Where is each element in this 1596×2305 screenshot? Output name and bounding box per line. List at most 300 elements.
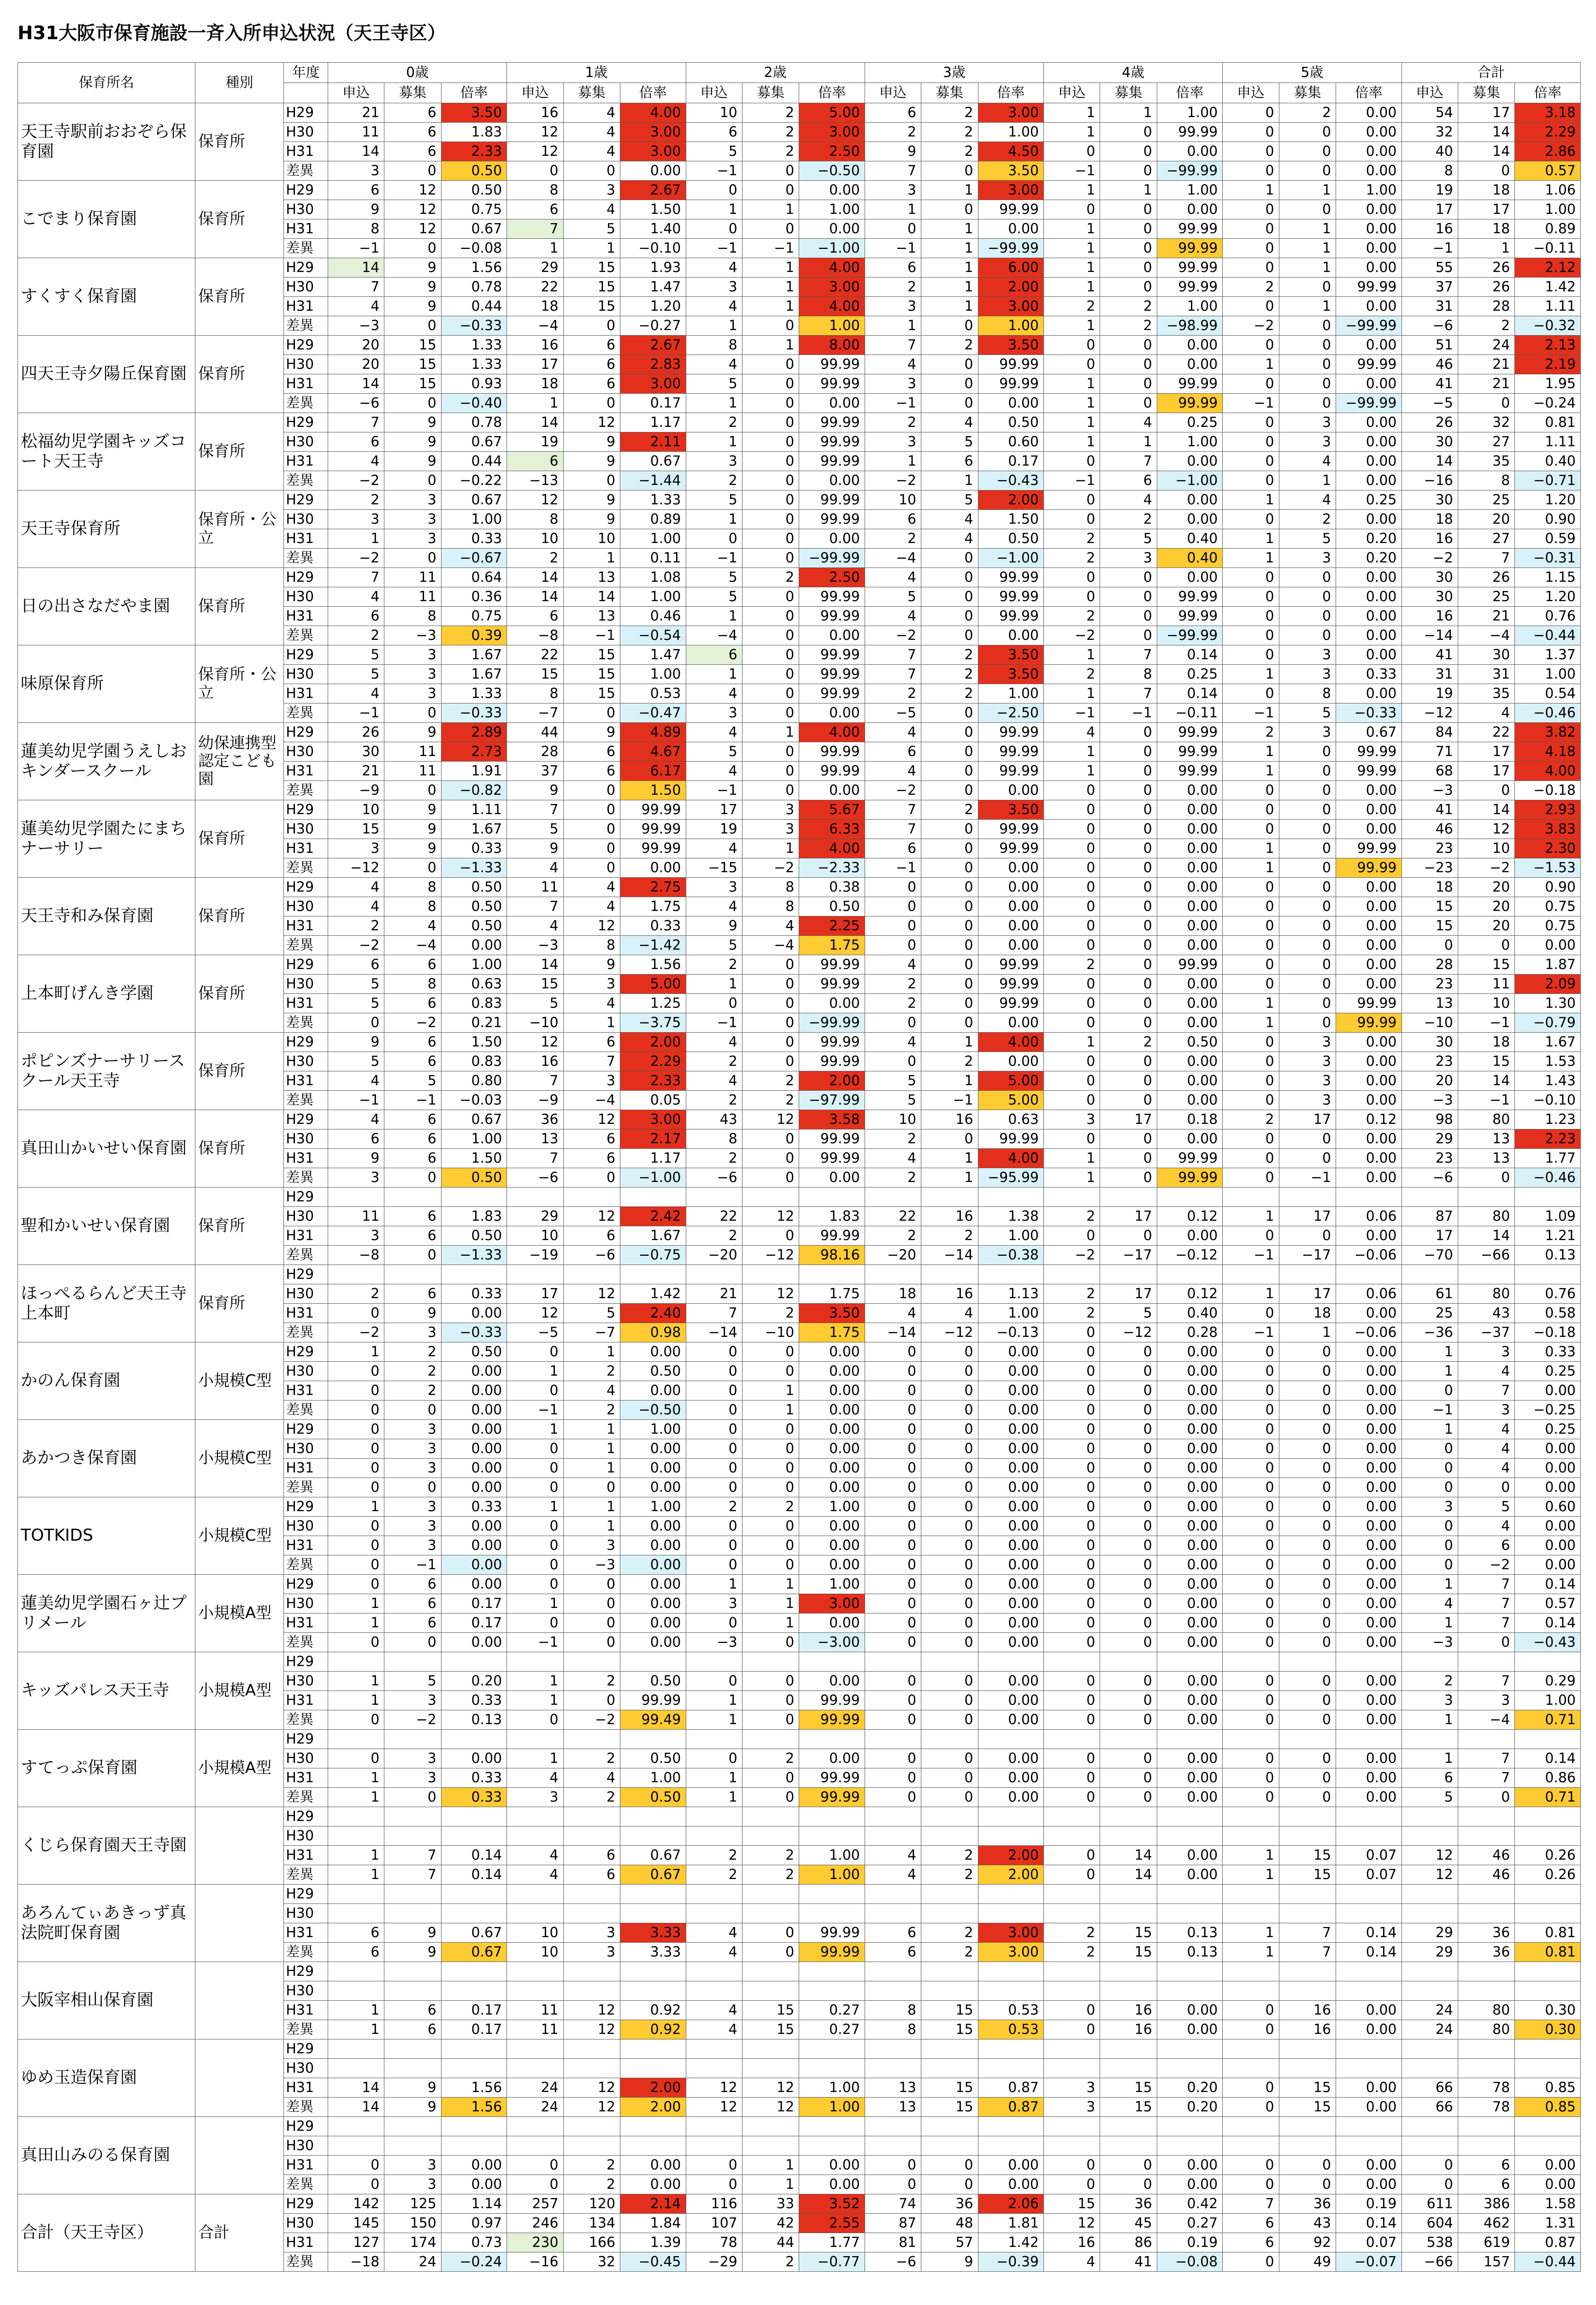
value-cell: 15 <box>563 297 620 316</box>
value-cell: 4 <box>742 916 799 936</box>
value-cell: −2 <box>742 858 799 878</box>
value-cell: 15 <box>1402 916 1458 936</box>
value-cell: 6 <box>921 452 978 471</box>
value-cell: 3 <box>384 1517 441 1536</box>
value-cell: 0 <box>1044 355 1100 374</box>
value-cell: 0.00 <box>441 1304 506 1323</box>
value-cell: 0 <box>1223 2098 1279 2117</box>
value-cell: 0.00 <box>1336 1052 1402 1071</box>
value-cell: 0 <box>1044 878 1100 897</box>
value-cell: 0.00 <box>1336 1129 1402 1149</box>
value-cell: 0 <box>1100 1555 1157 1575</box>
value-cell: 99.99 <box>799 742 865 762</box>
value-cell: 0.00 <box>620 1381 686 1401</box>
value-cell: 0.00 <box>799 471 865 491</box>
value-cell <box>1223 1826 1279 1846</box>
value-cell: 0.05 <box>620 1091 686 1110</box>
value-cell: 4 <box>328 1110 384 1129</box>
value-cell: 4 <box>563 200 620 219</box>
value-cell: 16 <box>921 1284 978 1304</box>
year-cell: 差異 <box>284 1401 328 1420</box>
value-cell: 12 <box>742 2078 799 2098</box>
year-cell: 差異 <box>284 471 328 491</box>
value-cell: 0 <box>921 607 978 626</box>
year-cell: H30 <box>284 1904 328 1923</box>
value-cell: 6 <box>686 645 742 665</box>
year-cell: H29 <box>284 800 328 820</box>
value-cell: 1 <box>563 1459 620 1478</box>
value-cell: 15 <box>563 665 620 684</box>
value-cell: 0 <box>686 2175 742 2194</box>
value-cell <box>1100 1265 1157 1284</box>
value-cell <box>865 1188 921 1207</box>
value-cell: 9 <box>384 297 441 316</box>
value-cell: 0 <box>742 1420 799 1439</box>
value-cell: 18 <box>1458 1033 1514 1052</box>
year-cell: H29 <box>284 1420 328 1439</box>
value-cell: 4 <box>921 510 978 529</box>
value-cell <box>1044 2059 1100 2078</box>
value-cell: 1.00 <box>978 1304 1043 1323</box>
value-cell: −1.44 <box>620 471 686 491</box>
value-cell: 1.50 <box>620 781 686 800</box>
value-cell <box>742 2059 799 2078</box>
value-cell: −3 <box>1402 781 1458 800</box>
value-cell: 0 <box>507 1710 563 1730</box>
header-kind: 種別 <box>195 63 283 103</box>
value-cell: 2 <box>507 549 563 568</box>
value-cell: 9 <box>563 452 620 471</box>
value-cell: 2 <box>921 1865 978 1885</box>
value-cell: 145 <box>328 2214 384 2233</box>
value-cell: 0.00 <box>620 1594 686 1614</box>
value-cell: 25 <box>1458 491 1514 510</box>
value-cell: 99.99 <box>1157 374 1222 394</box>
value-cell: 5 <box>328 975 384 994</box>
value-cell: 18 <box>1402 510 1458 529</box>
value-cell: 0.00 <box>1157 1478 1222 1497</box>
value-cell: −0.71 <box>1515 471 1581 491</box>
value-cell: 0 <box>742 762 799 781</box>
value-cell: 4 <box>1044 2252 1100 2272</box>
value-cell: 14 <box>507 413 563 432</box>
value-cell: 98.16 <box>799 1246 865 1265</box>
year-cell: H31 <box>284 1614 328 1633</box>
value-cell: 0.75 <box>441 607 506 626</box>
value-cell: 12 <box>742 1207 799 1226</box>
value-cell <box>563 1730 620 1749</box>
value-cell: 6.33 <box>799 820 865 839</box>
value-cell: 14 <box>1458 142 1514 161</box>
value-cell: 6 <box>384 1052 441 1071</box>
value-cell <box>1100 1730 1157 1749</box>
value-cell: 0.60 <box>1515 1497 1581 1517</box>
value-cell: 0.00 <box>1515 1439 1581 1459</box>
value-cell: 66 <box>1402 2098 1458 2117</box>
value-cell: 4 <box>921 413 978 432</box>
value-cell: 6 <box>865 258 921 278</box>
value-cell: 26 <box>1458 568 1514 587</box>
value-cell: 9 <box>563 510 620 529</box>
value-cell: 41 <box>1402 645 1458 665</box>
year-cell: 差異 <box>284 239 328 258</box>
value-cell <box>1279 1188 1336 1207</box>
year-cell: H29 <box>284 1652 328 1672</box>
value-cell: 2 <box>742 1749 799 1768</box>
value-cell: 0 <box>686 1439 742 1459</box>
value-cell: 6 <box>563 762 620 781</box>
value-cell: 2 <box>1044 297 1100 316</box>
value-cell: 20 <box>1458 916 1514 936</box>
value-cell: 0.00 <box>799 1362 865 1381</box>
value-cell <box>1100 2059 1157 2078</box>
value-cell: 0 <box>1223 103 1279 123</box>
value-cell: 7 <box>507 1149 563 1168</box>
value-cell: 0.00 <box>1336 897 1402 916</box>
value-cell: 17 <box>1458 762 1514 781</box>
value-cell: 0.50 <box>441 181 506 200</box>
value-cell: 0 <box>1044 1129 1100 1149</box>
facility-kind: 小規模C型 <box>195 1420 283 1497</box>
value-cell: 5 <box>865 1091 921 1110</box>
value-cell: 0.00 <box>1515 1478 1581 1497</box>
value-cell: 5 <box>1458 1497 1514 1517</box>
value-cell: 3 <box>384 1459 441 1478</box>
year-cell: 差異 <box>284 1633 328 1652</box>
value-cell <box>441 1807 506 1826</box>
value-cell: 0.00 <box>1336 800 1402 820</box>
value-cell: 0.90 <box>1515 510 1581 529</box>
value-cell: 99.99 <box>799 1149 865 1168</box>
value-cell: 0 <box>742 1536 799 1555</box>
value-cell <box>1044 2136 1100 2156</box>
page-title: H31大阪市保育施設一斉入所申込状況（天王寺区） <box>18 23 446 44</box>
facility-name: こでまり保育園 <box>18 181 195 258</box>
value-cell: 99.99 <box>799 955 865 975</box>
value-cell: 0.13 <box>1157 1943 1222 1962</box>
value-cell: 8.00 <box>799 336 865 355</box>
subheader-cell: 倍率 <box>620 83 686 103</box>
value-cell: 0.00 <box>1336 2175 1402 2194</box>
value-cell: 2 <box>384 1381 441 1401</box>
value-cell: 0 <box>742 355 799 374</box>
value-cell: 0 <box>865 1691 921 1710</box>
value-cell: 0 <box>384 1478 441 1497</box>
value-cell <box>563 2136 620 2156</box>
value-cell: 0 <box>742 510 799 529</box>
value-cell: −0.10 <box>1515 1091 1581 1110</box>
value-cell: 1 <box>328 1768 384 1788</box>
value-cell: −0.18 <box>1515 781 1581 800</box>
value-cell: 0 <box>1044 936 1100 955</box>
value-cell: 0 <box>1279 975 1336 994</box>
value-cell: 2.00 <box>620 1033 686 1052</box>
value-cell: 0 <box>1100 278 1157 297</box>
value-cell: 3.58 <box>799 1110 865 1129</box>
value-cell: 0 <box>1100 1439 1157 1459</box>
value-cell: 9 <box>563 491 620 510</box>
value-cell: 12 <box>686 2098 742 2117</box>
value-cell: 0.00 <box>1336 374 1402 394</box>
value-cell: 12 <box>563 916 620 936</box>
value-cell: 0 <box>1044 1536 1100 1555</box>
value-cell: 1 <box>921 1149 978 1168</box>
table-row <box>18 800 1581 820</box>
value-cell: 1.00 <box>620 587 686 607</box>
value-cell: 0 <box>1223 568 1279 587</box>
value-cell: 1.09 <box>1515 1207 1581 1226</box>
value-cell: −2 <box>384 1013 441 1033</box>
year-cell: H30 <box>284 510 328 529</box>
value-cell: 4 <box>686 258 742 278</box>
value-cell: 7 <box>507 1071 563 1091</box>
value-cell: 99.99 <box>799 587 865 607</box>
facility-name: 上本町げんき学園 <box>18 955 195 1033</box>
value-cell: 5 <box>921 491 978 510</box>
value-cell: 0 <box>1044 587 1100 607</box>
value-cell: 0 <box>686 1614 742 1633</box>
value-cell: 0 <box>1044 897 1100 916</box>
value-cell: 0 <box>1044 1091 1100 1110</box>
value-cell: 0.00 <box>1157 355 1222 374</box>
value-cell: 0.00 <box>441 1381 506 1401</box>
value-cell: −1 <box>865 239 921 258</box>
value-cell: 4 <box>686 2020 742 2039</box>
value-cell <box>384 1904 441 1923</box>
value-cell: 0 <box>384 1168 441 1188</box>
value-cell: 0.00 <box>1336 568 1402 587</box>
value-cell: 0.75 <box>441 200 506 219</box>
value-cell: −0.40 <box>441 394 506 413</box>
value-cell: 29 <box>1402 1943 1458 1962</box>
value-cell: 0 <box>1223 1575 1279 1594</box>
value-cell: 0.00 <box>1336 161 1402 181</box>
value-cell: 1.83 <box>441 123 506 142</box>
value-cell: 0 <box>1279 1536 1336 1555</box>
value-cell: 28 <box>1458 297 1514 316</box>
value-cell: 0 <box>507 1614 563 1633</box>
value-cell <box>921 1826 978 1846</box>
value-cell: 2.09 <box>1515 975 1581 994</box>
value-cell: 1 <box>1223 1846 1279 1865</box>
value-cell: 2 <box>1044 1207 1100 1226</box>
value-cell: 0 <box>563 1691 620 1710</box>
value-cell: 16 <box>1279 2020 1336 2039</box>
value-cell: 0 <box>921 1497 978 1517</box>
value-cell <box>1402 2117 1458 2136</box>
value-cell: −1 <box>328 1091 384 1110</box>
value-cell: −98.99 <box>1157 316 1222 336</box>
value-cell: 2 <box>686 1497 742 1517</box>
value-cell: 0 <box>865 897 921 916</box>
year-cell: 差異 <box>284 626 328 645</box>
value-cell: 0.00 <box>1157 1459 1222 1478</box>
value-cell: 0.00 <box>1336 200 1402 219</box>
value-cell: 2 <box>328 491 384 510</box>
value-cell: 1 <box>686 394 742 413</box>
value-cell: 7 <box>507 897 563 916</box>
value-cell: −1 <box>1458 1091 1514 1110</box>
value-cell: 0.27 <box>799 2001 865 2020</box>
value-cell: 0.20 <box>441 1672 506 1691</box>
value-cell: 55 <box>1402 258 1458 278</box>
value-cell: 0 <box>1100 839 1157 858</box>
value-cell: 0.00 <box>1336 1633 1402 1652</box>
value-cell: 2 <box>1402 1672 1458 1691</box>
value-cell <box>1044 1904 1100 1923</box>
value-cell: 7 <box>384 1865 441 1885</box>
value-cell <box>865 1904 921 1923</box>
value-cell: 99.99 <box>1157 955 1222 975</box>
value-cell: 4 <box>686 1923 742 1943</box>
value-cell: −1 <box>1223 394 1279 413</box>
value-cell: 0.19 <box>1157 2233 1222 2252</box>
value-cell: 0.00 <box>1336 2156 1402 2175</box>
value-cell: 3 <box>563 1923 620 1943</box>
value-cell: 0 <box>563 471 620 491</box>
value-cell: 1.75 <box>799 1284 865 1304</box>
value-cell: 0 <box>865 936 921 955</box>
value-cell: −1 <box>686 161 742 181</box>
value-cell: 8 <box>1402 161 1458 181</box>
value-cell: 6 <box>563 1033 620 1052</box>
value-cell: −99.99 <box>1157 161 1222 181</box>
value-cell: 0.00 <box>1336 2001 1402 2020</box>
value-cell: 1 <box>1100 103 1157 123</box>
value-cell <box>1336 1265 1402 1284</box>
value-cell: 0 <box>1044 1420 1100 1439</box>
value-cell: 0.00 <box>799 1555 865 1575</box>
value-cell: 41 <box>1402 800 1458 820</box>
facility-name: ポピンズナーサリースクール天王寺 <box>18 1033 195 1110</box>
value-cell: 0 <box>328 1420 384 1439</box>
value-cell <box>441 2059 506 2078</box>
value-cell: 6 <box>686 123 742 142</box>
value-cell: −1.00 <box>978 549 1043 568</box>
value-cell: −10 <box>1402 1013 1458 1033</box>
value-cell: 0 <box>1044 1401 1100 1420</box>
value-cell: 6 <box>507 452 563 471</box>
value-cell: 0.00 <box>1336 471 1402 491</box>
value-cell: 0 <box>1279 1575 1336 1594</box>
value-cell: 0 <box>1223 161 1279 181</box>
value-cell: 2 <box>742 1091 799 1110</box>
value-cell: 0 <box>1044 1614 1100 1633</box>
value-cell: 0.00 <box>1336 1342 1402 1362</box>
value-cell: 99.99 <box>1336 278 1402 297</box>
value-cell: 0.50 <box>441 161 506 181</box>
value-cell: 0.00 <box>441 2175 506 2194</box>
value-cell: 0.40 <box>1157 549 1222 568</box>
value-cell: 0 <box>1279 781 1336 800</box>
subheader-cell: 申込 <box>1402 83 1458 103</box>
value-cell: −14 <box>865 1323 921 1342</box>
value-cell: 3 <box>1279 549 1336 568</box>
value-cell <box>1279 1652 1336 1672</box>
value-cell: 16 <box>1402 529 1458 549</box>
value-cell: 2.29 <box>1515 123 1581 142</box>
value-cell <box>921 1885 978 1904</box>
value-cell: 1 <box>921 181 978 200</box>
value-cell: 1.00 <box>799 1846 865 1865</box>
value-cell: 0 <box>1044 1497 1100 1517</box>
value-cell: 12 <box>563 2078 620 2098</box>
value-cell: −0.08 <box>1157 2252 1222 2272</box>
value-cell: 20 <box>328 336 384 355</box>
value-cell: −1 <box>686 549 742 568</box>
value-cell: 6 <box>384 103 441 123</box>
value-cell <box>865 2039 921 2059</box>
value-cell: 1 <box>1223 549 1279 568</box>
value-cell: 0.00 <box>1157 2001 1222 2020</box>
value-cell: 36 <box>1458 1943 1514 1962</box>
value-cell: 0 <box>921 1575 978 1594</box>
value-cell: 0.53 <box>978 2001 1043 2020</box>
value-cell: 0 <box>921 549 978 568</box>
value-cell: 0 <box>921 897 978 916</box>
value-cell: 1 <box>1044 1168 1100 1188</box>
value-cell: 8 <box>1458 471 1514 491</box>
value-cell: 99.99 <box>1336 762 1402 781</box>
value-cell <box>1458 2117 1514 2136</box>
value-cell: 0 <box>1223 684 1279 703</box>
value-cell: 4 <box>865 1149 921 1168</box>
value-cell: 2 <box>563 1672 620 1691</box>
value-cell: 2 <box>686 1846 742 1865</box>
value-cell: 0.81 <box>1515 1923 1581 1943</box>
value-cell: 43 <box>1279 2214 1336 2233</box>
value-cell: 3 <box>507 1788 563 1807</box>
value-cell: 0 <box>563 394 620 413</box>
value-cell: 0.00 <box>1336 1691 1402 1710</box>
value-cell: 0 <box>742 975 799 994</box>
value-cell: 0.33 <box>441 529 506 549</box>
value-cell: −1 <box>686 239 742 258</box>
value-cell: −23 <box>1402 858 1458 878</box>
value-cell: −5 <box>1402 394 1458 413</box>
value-cell: 2.14 <box>620 2194 686 2214</box>
value-cell: 0 <box>1279 316 1336 336</box>
value-cell: 1 <box>686 1575 742 1594</box>
value-cell: 0.28 <box>1157 1323 1222 1342</box>
value-cell: 0 <box>1402 1517 1458 1536</box>
value-cell: 127 <box>328 2233 384 2252</box>
value-cell: 10 <box>328 800 384 820</box>
value-cell: 0 <box>563 781 620 800</box>
value-cell <box>686 1807 742 1826</box>
value-cell: 0 <box>1279 1614 1336 1633</box>
value-cell: 7 <box>1458 1749 1514 1768</box>
value-cell: 0 <box>328 1633 384 1652</box>
value-cell: 5 <box>686 587 742 607</box>
value-cell: 1 <box>507 239 563 258</box>
year-cell: 差異 <box>284 1710 328 1730</box>
value-cell: −0.43 <box>978 471 1043 491</box>
value-cell <box>1515 1730 1581 1749</box>
year-cell: H31 <box>284 1768 328 1788</box>
value-cell <box>1044 2117 1100 2136</box>
value-cell: 0.33 <box>441 1497 506 1517</box>
value-cell: 61 <box>1402 1284 1458 1304</box>
value-cell: 0 <box>742 955 799 975</box>
value-cell: 0 <box>921 1749 978 1768</box>
year-cell: H29 <box>284 1342 328 1362</box>
value-cell: 0 <box>1044 858 1100 878</box>
value-cell: 15 <box>328 820 384 839</box>
year-cell: 差異 <box>284 549 328 568</box>
value-cell: 0 <box>1223 1459 1279 1478</box>
facility-name: 四天王寺夕陽丘保育園 <box>18 336 195 413</box>
